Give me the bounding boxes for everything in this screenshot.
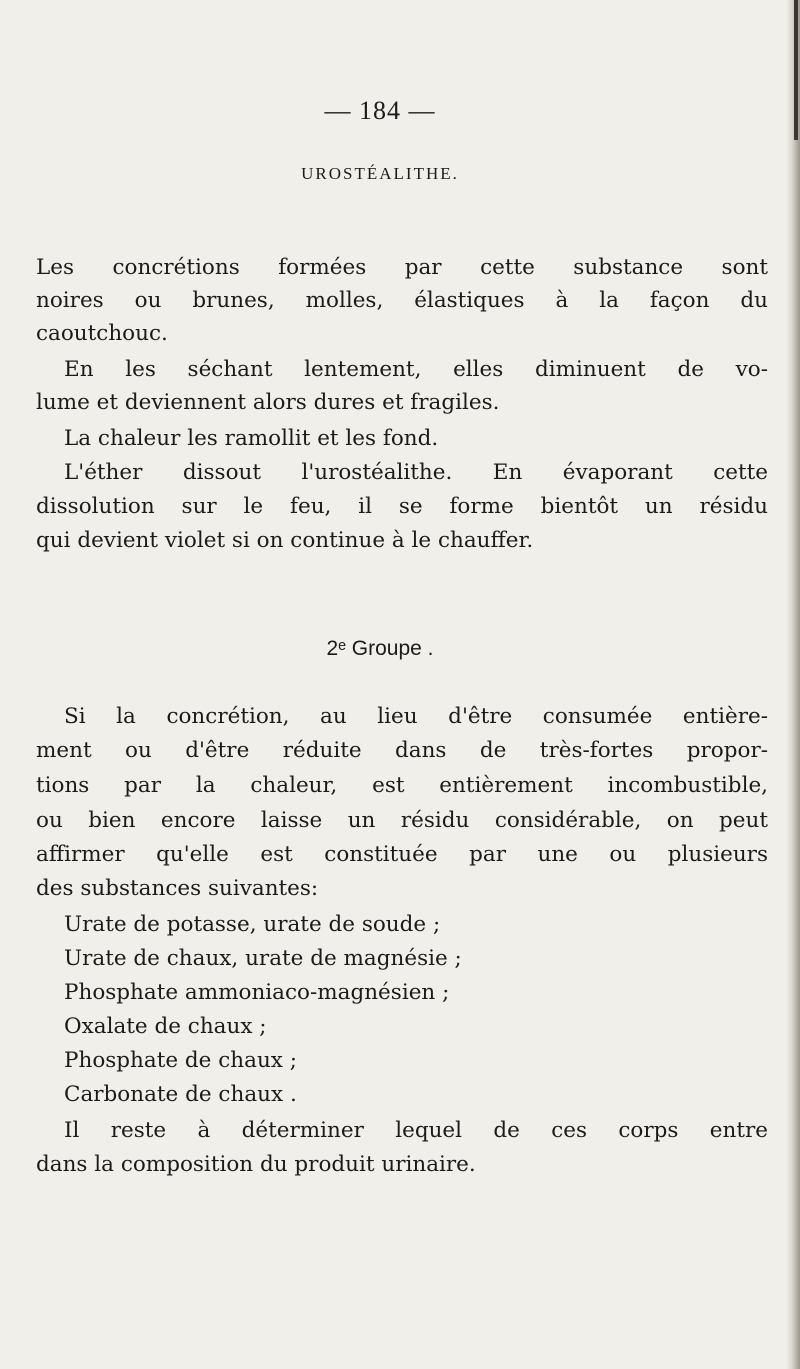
- text-line: La chaleur les ramollit et les fond.: [64, 426, 439, 451]
- text-line: noires ou brunes, molles, élastiques à la façon du: [36, 288, 768, 313]
- text-line: Si la concrétion, au lieu d'être consumée entière-: [64, 704, 768, 729]
- text-line: caoutchouc.: [36, 321, 168, 346]
- page-edge-dark: [794, 0, 798, 140]
- text-line: L'éther dissout l'urostéalithe. En évaporant cette: [64, 460, 768, 485]
- text-line: dissolution sur le feu, il se forme bientôt un résidu: [36, 494, 768, 519]
- text-line: des substances suivantes:: [36, 876, 319, 901]
- text-line: dans la composition du produit urinaire.: [36, 1152, 476, 1177]
- list-item: Oxalate de chaux ;: [64, 1014, 267, 1039]
- list-item: Urate de chaux, urate de magnésie ;: [64, 946, 462, 971]
- text-line: Il reste à déterminer lequel de ces corps entre: [64, 1118, 768, 1143]
- group-heading: 2ᵉ Groupe .: [326, 637, 434, 660]
- section-title: UROSTÉALITHE.: [301, 164, 459, 183]
- list-item: Phosphate de chaux ;: [64, 1048, 297, 1073]
- list-item: Carbonate de chaux .: [64, 1082, 297, 1107]
- text-line: lume et deviennent alors dures et fragiles.: [36, 390, 500, 415]
- page-number: — 184 —: [324, 96, 436, 125]
- page-edge-shadow: [786, 0, 800, 1369]
- text-line: affirmer qu'elle est constituée par une ou plusieurs: [36, 842, 768, 867]
- text-line: En les séchant lentement, elles diminuent de vo-: [64, 357, 768, 382]
- text-line: ment ou d'être réduite dans de très-fortes propor-: [36, 738, 768, 763]
- list-item: Urate de potasse, urate de soude ;: [64, 912, 441, 937]
- text-line: ou bien encore laisse un résidu considérable, on peut: [36, 808, 768, 833]
- text-line: tions par la chaleur, est entièrement incombustible,: [36, 773, 768, 798]
- list-item: Phosphate ammoniaco-magnésien ;: [64, 980, 450, 1005]
- text-line: qui devient violet si on continue à le chauffer.: [36, 528, 534, 553]
- text-line: Les concrétions formées par cette substance sont: [36, 255, 768, 280]
